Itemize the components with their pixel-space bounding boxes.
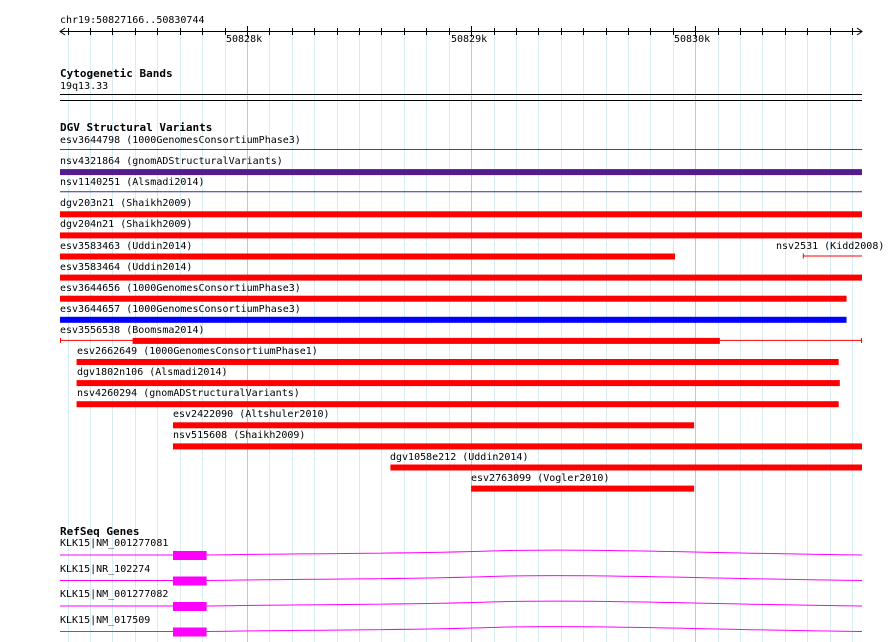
refseq-exon[interactable] [173,577,207,586]
cytoband-label: 19q13.33 [60,81,109,92]
dgv-feature-bar[interactable] [77,359,839,365]
dgv-feature-label[interactable]: nsv1140251 (Alsmadi2014) [60,177,205,188]
dgv-feature-label[interactable]: dgv203n21 (Shaikh2009) [60,198,193,209]
refseq-transcript-label[interactable]: KLK15|NM_001277081 [60,538,169,549]
dgv-feature-label[interactable]: nsv4260294 (gnomADStructuralVariants) [77,388,300,399]
dgv-feature-label[interactable]: esv2763099 (Vogler2010) [471,473,610,484]
dgv-feature-label[interactable]: dgv1802n106 (Alsmadi2014) [77,367,228,378]
tick-label-50830k: 50830k [674,34,711,45]
tick-label-50828k: 50828k [226,34,263,45]
refseq-transcript-label[interactable]: KLK15|NM_001277082 [60,589,169,600]
dgv-feature-label[interactable]: esv3583463 (Uddin2014) [60,241,193,252]
refseq-exon[interactable] [173,602,207,611]
dgv-feature-bar[interactable] [77,401,839,407]
dgv-feature-label[interactable]: nsv2531 (Kidd2008) [776,241,885,252]
dgv-feature-bar[interactable] [471,486,694,492]
refseq-exon[interactable] [173,628,207,637]
dgv-feature-bar[interactable] [173,422,694,428]
dgv-feature-label[interactable]: esv3556538 (Boomsma2014) [60,325,205,336]
region-label: chr19:50827166..50830744 [60,15,205,26]
dgv-feature-label[interactable]: esv3583464 (Uddin2014) [60,262,193,273]
dgv-feature-label[interactable]: esv3644656 (1000GenomesConsortiumPhase3) [60,283,301,294]
dgv-feature-bar[interactable] [390,465,862,471]
dgv-feature-bar[interactable] [173,443,862,449]
dgv-feature-bar[interactable] [60,169,862,175]
dgv-feature-bar[interactable] [60,317,847,323]
dgv-feature-bar[interactable] [60,296,847,302]
dgv-feature-label[interactable]: dgv204n21 (Shaikh2009) [60,219,193,230]
dgv-track-title: DGV Structural Variants [60,121,213,134]
refseq-exon[interactable] [173,551,207,560]
dgv-feature-label[interactable]: esv3644657 (1000GenomesConsortiumPhase3) [60,304,301,315]
dgv-feature-bar[interactable] [60,211,862,217]
refseq-transcript-label[interactable]: KLK15|NR_102274 [60,564,151,575]
dgv-feature-bar[interactable] [60,232,862,238]
dgv-feature-bar[interactable] [133,338,720,344]
dgv-feature-bar[interactable] [60,275,862,281]
refseq-transcript-label[interactable]: KLK15|NM_017509 [60,615,151,626]
dgv-feature-label[interactable]: nsv4321864 (gnomADStructuralVariants) [60,156,283,167]
tick-label-50829k: 50829k [451,34,488,45]
refseq-track-title: RefSeq Genes [60,525,140,538]
dgv-feature-label[interactable]: esv2422090 (Altshuler2010) [173,409,330,420]
dgv-feature-label[interactable]: dgv1058e212 (Uddin2014) [390,452,529,463]
cytoband-track-title: Cytogenetic Bands [60,67,173,80]
dgv-feature-bar[interactable] [60,254,675,260]
dgv-feature-bar[interactable] [77,380,840,386]
dgv-feature-label[interactable]: nsv515608 (Shaikh2009) [173,430,306,441]
dgv-feature-label[interactable]: esv3644798 (1000GenomesConsortiumPhase3) [60,135,301,146]
dgv-feature-label[interactable]: esv2662649 (1000GenomesConsortiumPhase1) [77,346,318,357]
